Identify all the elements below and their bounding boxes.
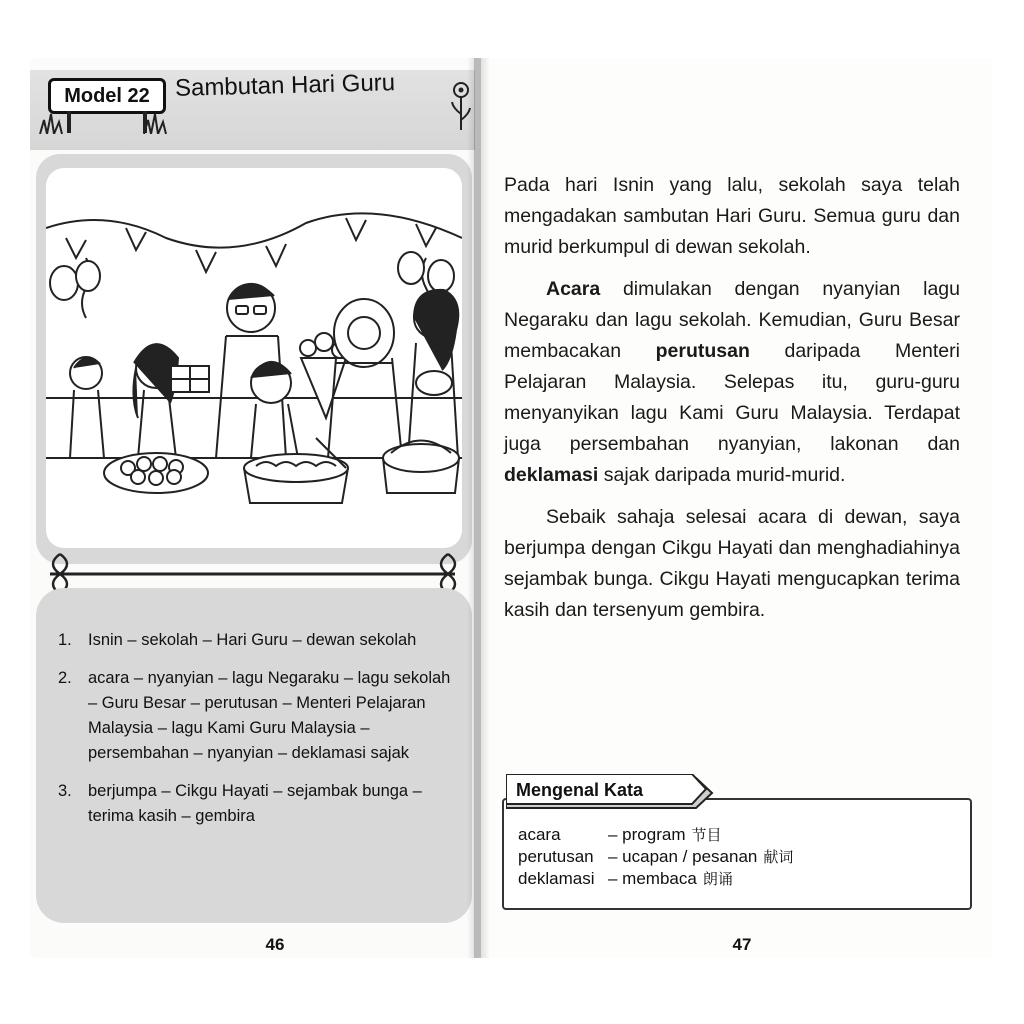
right-page	[482, 58, 992, 958]
vocab-row	[518, 824, 793, 846]
sign-post	[67, 111, 71, 133]
vocab-term: deklamasi	[518, 869, 595, 888]
essay-text-run: dimulakan dengan nyanyian lagu Negaraku dan lagu sekolah. Kemudian, Guru Besar membacakan	[504, 278, 960, 362]
model-badge	[48, 78, 166, 114]
page-number: 46	[265, 935, 285, 954]
essay-paragraph	[504, 170, 960, 263]
vocab-list	[518, 824, 793, 890]
illustration-frame	[36, 154, 472, 564]
vocab-meaning: – program	[608, 825, 686, 844]
vocab-meaning: – membaca	[608, 869, 697, 888]
key-point-number: 1.	[58, 631, 72, 649]
essay-text-run: daripada Menteri Pelajaran Malaysia. Selepas itu, guru-guru menyanyikan lagu Kami Guru Malaysia. Terdapat juga persembahan nyanyian, lakonan dan	[504, 340, 960, 455]
grass-icon	[38, 110, 66, 134]
model-label: Model 22	[64, 85, 150, 107]
key-point-item	[58, 779, 458, 829]
essay-text	[504, 170, 960, 637]
key-points-box	[36, 588, 472, 923]
page-number: 47	[732, 935, 752, 954]
vocab-chinese: 朗诵	[702, 871, 733, 888]
flower-icon	[448, 76, 474, 132]
essay-text-run: Sebaik sahaja selesai acara di dewan, saya berjumpa dengan Cikgu Hayati dan menghadiahinya sejambak bunga. Cikgu Hayati mengucapkan terima kasih dan tersenyum gembira.	[504, 506, 960, 621]
key-point-text: berjumpa – Cikgu Hayati – sejambak bunga – terima kasih – gembira	[88, 782, 422, 825]
key-point-number: 2.	[58, 669, 72, 687]
left-page	[30, 58, 475, 958]
illustration	[46, 168, 462, 548]
key-point-item	[58, 666, 458, 766]
grass-icon	[142, 110, 170, 134]
vocab-row	[518, 846, 793, 868]
essay-text-run: sajak daripada murid-murid.	[598, 464, 846, 486]
key-point-text: Isnin – sekolah – Hari Guru – dewan sekolah	[88, 631, 417, 649]
key-point-text: acara – nyanyian – lagu Negaraku – lagu sekolah – Guru Besar – perutusan – Menteri Pelajaran Malaysia – lagu Kami Guru Malaysia – persembahan – nyanyian – deklamasi sajak	[88, 669, 451, 762]
essay-text-run: Pada hari Isnin yang lalu, sekolah saya telah mengadakan sambutan Hari Guru. Semua guru dan murid berkumpul di dewan sekolah.	[504, 174, 960, 258]
key-point-number: 3.	[58, 782, 72, 800]
vocab-term: acara	[518, 825, 561, 844]
vocab-chinese: 献词	[763, 849, 794, 866]
page-title: Sambutan Hari Guru	[174, 69, 396, 102]
vocab-meaning: – ucapan / pesanan	[608, 847, 758, 866]
essay-paragraph	[504, 502, 960, 626]
vocab-chinese: 节目	[691, 827, 722, 844]
highlighted-word: deklamasi	[504, 464, 599, 486]
highlighted-word: perutusan	[655, 340, 750, 362]
vocab-heading: Mengenal Kata	[516, 780, 644, 800]
vocab-row	[518, 868, 793, 890]
essay-paragraph	[504, 274, 960, 491]
key-point-item	[58, 628, 458, 653]
vocab-term: perutusan	[518, 847, 594, 866]
key-points-list	[58, 628, 458, 842]
highlighted-word: Acara	[546, 278, 601, 300]
teachers-day-party-illustration	[46, 168, 462, 548]
